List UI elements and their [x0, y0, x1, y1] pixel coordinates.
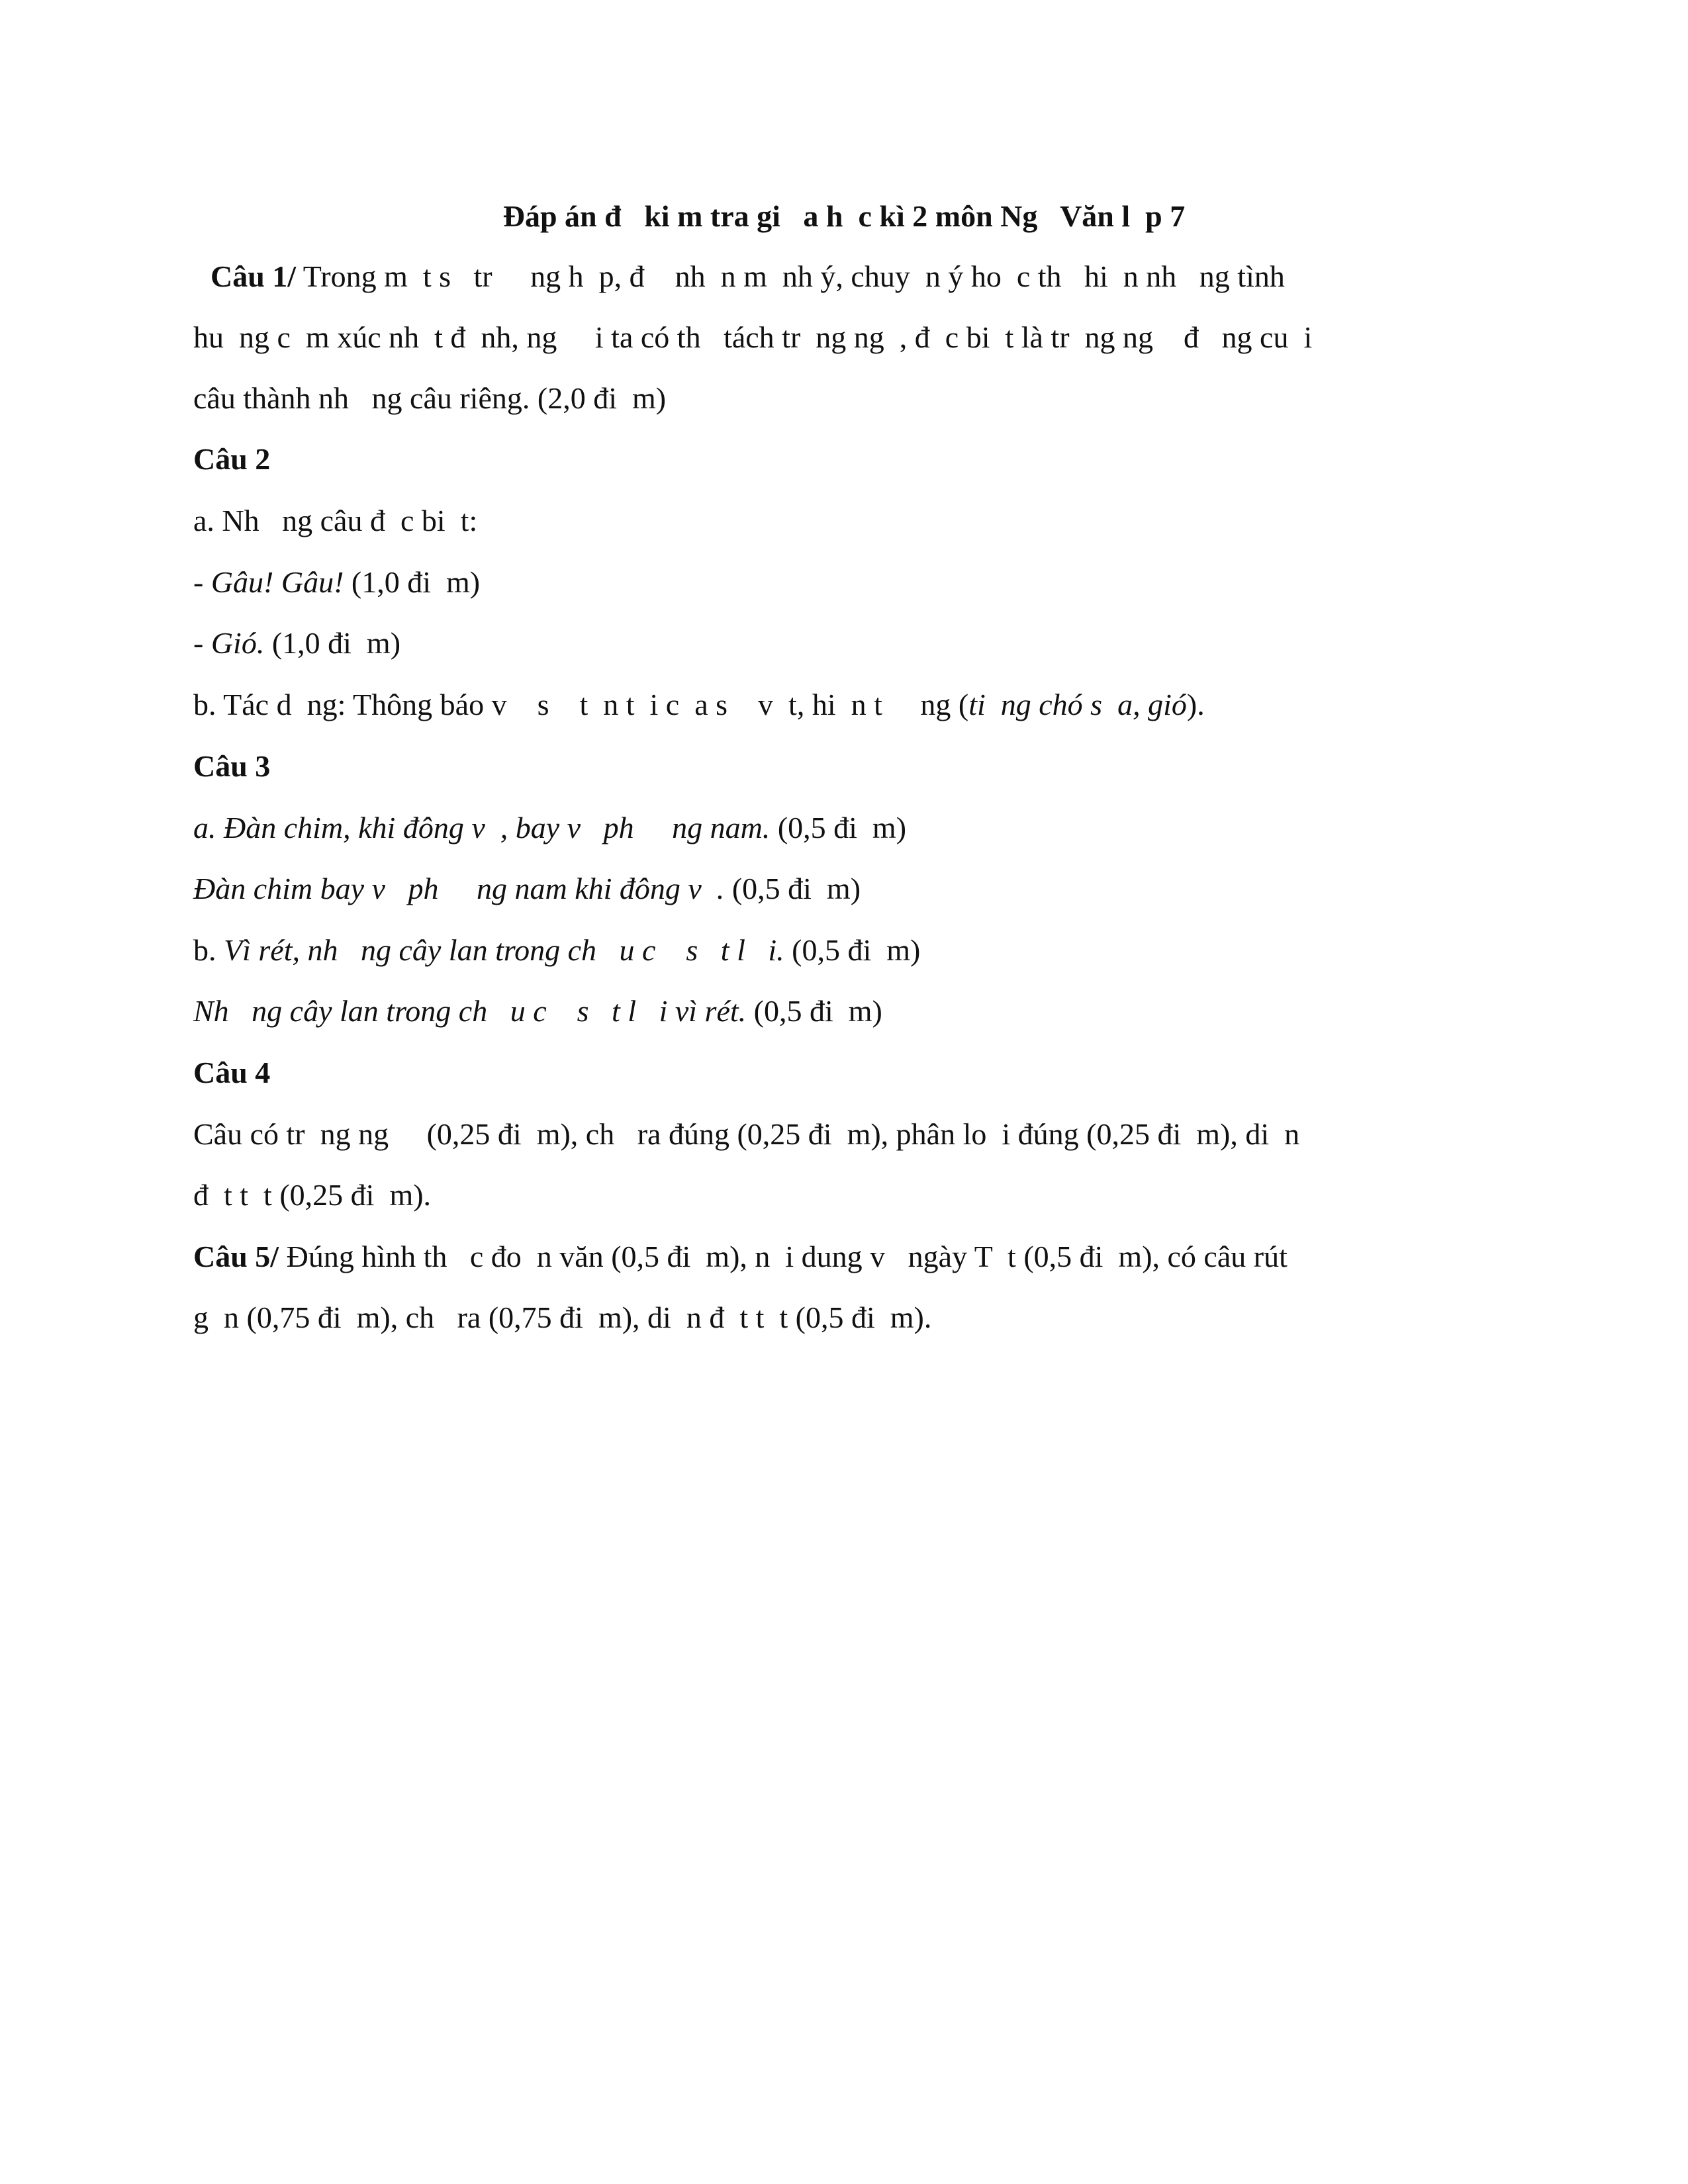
cau2-b-italic: ti ng chó s a, gió — [968, 688, 1187, 721]
cau2-item2 — [193, 623, 400, 663]
cau3-b2-italic: Nh ng cây lan trong ch u c s t l i vì rét. — [193, 994, 747, 1028]
cau2-item1 — [193, 563, 480, 602]
cau5-label: Câu 5/ — [193, 1240, 279, 1273]
cau3-b2-score: (0,5 đi m) — [746, 994, 882, 1028]
cau3-a2-italic: Đàn chim bay v ph ng nam khi đông v . — [193, 872, 725, 905]
cau2-item1-italic: Gâu! Gâu! — [211, 565, 344, 599]
cau3-a1-italic: a. Đàn chim, khi đông v , bay v ph ng nam. — [193, 811, 771, 844]
cau1-text1: Trong m t s tr ng h p, đ nh n m nh ý, chuy n ý ho c th hi n nh ng tình — [296, 259, 1285, 293]
cau2-item1-prefix: - — [193, 565, 211, 599]
cau3-b1 — [193, 931, 920, 970]
cau5-line1 — [193, 1237, 1288, 1277]
cau2-b-suffix: ). — [1186, 688, 1205, 721]
cau4-label: Câu 4 — [193, 1056, 271, 1089]
cau3-a1 — [193, 808, 906, 848]
cau2-label: Câu 2 — [193, 442, 271, 476]
cau4-line1: Câu có tr ng ng (0,25 đi m), ch ra đúng (0,25 đi m), phân lo i đúng (0,25 đi m), di n — [193, 1117, 1300, 1151]
cau2-b-line — [193, 685, 1205, 725]
cau2-item2-score: (1,0 đi m) — [264, 626, 401, 660]
cau2-item2-italic: Gió. — [211, 626, 265, 660]
cau2-item1-score: (1,0 đi m) — [344, 565, 481, 599]
cau2-item2-prefix: - — [193, 626, 211, 660]
cau3-label: Câu 3 — [193, 749, 271, 783]
cau3-b1-prefix: b. — [193, 933, 224, 967]
cau5-line2: g n (0,75 đi m), ch ra (0,75 đi m), di n đ t t t (0,5 đi m). — [193, 1300, 932, 1334]
cau3-a2 — [193, 869, 861, 909]
cau1-line1 — [211, 257, 1285, 296]
cau3-a2-score: (0,5 đi m) — [724, 872, 861, 905]
cau5-text1: Đúng hình th c đo n văn (0,5 đi m), n i dung v ngày T t (0,5 đi m), có câu rút — [279, 1240, 1288, 1273]
cau1-line3: câu thành nh ng câu riêng. (2,0 đi m) — [193, 381, 667, 415]
cau4-line2: đ t t t (0,25 đi m). — [193, 1178, 432, 1212]
cau3-b1-score: (0,5 đi m) — [784, 933, 921, 967]
cau2-b-prefix: b. Tác d ng: Thông báo v s t n t i c a s v t, hi n t ng ( — [193, 688, 969, 721]
cau1-label: Câu 1/ — [211, 259, 297, 293]
cau1-line2: hu ng c m xúc nh t đ nh, ng i ta có th tách tr ng ng , đ c bi t là tr ng ng đ ng cu i — [193, 320, 1313, 354]
cau3-b2 — [193, 991, 882, 1031]
document-title: Đáp án đ ki m tra gi a h c kì 2 môn Ng Văn l p 7 — [502, 199, 1186, 233]
cau3-a1-score: (0,5 đi m) — [770, 811, 907, 844]
cau2-a-heading: a. Nh ng câu đ c bi t: — [193, 504, 478, 537]
cau3-b1-italic: Vì rét, nh ng cây lan trong ch u c s t l i. — [224, 933, 784, 967]
